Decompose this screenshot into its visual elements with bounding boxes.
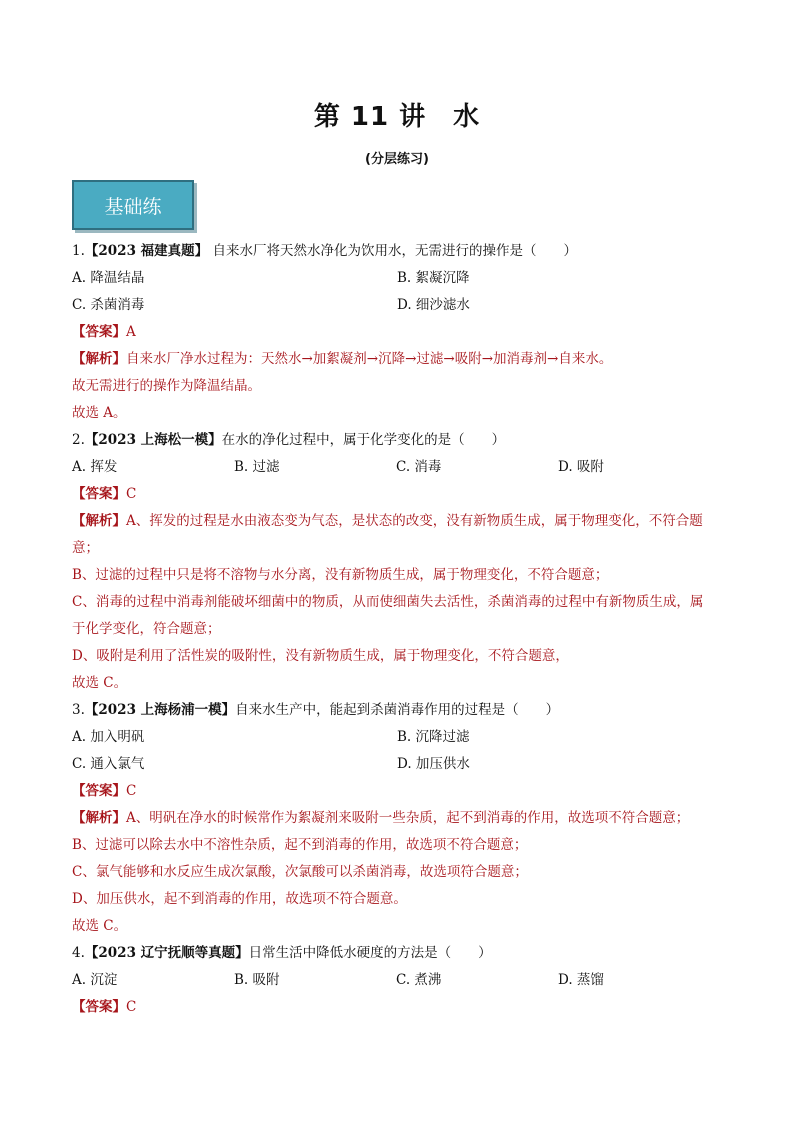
q2-stem — [72, 427, 732, 454]
q1-conclusion: 故选 A。 — [72, 405, 127, 421]
q4-source: 【2023 辽宁抚顺等真题】 — [84, 945, 249, 961]
q1-answer — [72, 319, 732, 346]
q3-analysis-a: A、明矾在净水的时候常作为絮凝剂来吸附一些杂质，起不到消毒的作用，故选项不符合题意； — [126, 810, 690, 826]
q2-analysis-a-cont: 意； — [72, 540, 99, 556]
q4-number: 4. — [72, 945, 85, 961]
q2-analysis-tag: 【解析】 — [72, 513, 126, 529]
q1-analysis — [72, 346, 732, 373]
q3-answer-value: C — [126, 783, 137, 799]
q2-conclusion: 故选 C。 — [72, 675, 128, 691]
q3-options-row2 — [72, 751, 732, 778]
q3-text: 自来水生产中，能起到杀菌消毒作用的过程是（ ） — [235, 702, 560, 718]
q4-options — [72, 967, 732, 994]
q4-option-a: A. 沉淀 — [72, 972, 118, 988]
q1-option-b: B. 絮凝沉降 — [397, 270, 470, 286]
q1-source: 【2023 福建真题】 — [84, 243, 209, 259]
q1-number: 1. — [72, 243, 85, 259]
q3-analysis-c: C、氯气能够和水反应生成次氯酸，次氯酸可以杀菌消毒，故选项符合题意； — [72, 864, 528, 880]
page-subtitle: (分层练习) — [365, 152, 429, 167]
q1-option-c: C. 杀菌消毒 — [72, 297, 145, 313]
q2-text: 在水的净化过程中，属于化学变化的是（ ） — [221, 432, 506, 448]
q3-number: 3. — [72, 702, 85, 718]
q2-option-c: C. 消毒 — [396, 459, 442, 475]
q3-analysis-b: B、过滤可以除去水中不溶性杂质，起不到消毒的作用，故选项不符合题意； — [72, 837, 528, 853]
q1-options-row1 — [72, 265, 732, 292]
q3-option-a: A. 加入明矾 — [72, 729, 145, 745]
q2-answer-tag: 【答案】 — [72, 486, 126, 502]
q4-text: 日常生活中降低水硬度的方法是（ ） — [248, 945, 492, 961]
q3-option-d: D. 加压供水 — [397, 756, 470, 772]
q3-source: 【2023 上海杨浦一模】 — [84, 702, 236, 718]
page-title: 第 11 讲 水 — [313, 102, 481, 132]
q3-conclusion: 故选 C。 — [72, 918, 128, 934]
q3-option-c: C. 通入氯气 — [72, 756, 145, 772]
q3-answer-tag: 【答案】 — [72, 783, 126, 799]
q2-answer — [72, 481, 732, 508]
q4-stem — [72, 940, 732, 967]
q2-options — [72, 454, 732, 481]
q4-answer — [72, 994, 732, 1021]
q3-analysis-tag: 【解析】 — [72, 810, 126, 826]
q2-analysis-d: D、吸附是利用了活性炭的吸附性，没有新物质生成，属于物理变化，不符合题意， — [72, 648, 569, 664]
section-banner: 基础练 — [72, 180, 194, 230]
q3-answer — [72, 778, 732, 805]
q1-option-a: A. 降温结晶 — [72, 270, 145, 286]
q2-analysis-b: B、过滤的过程中只是将不溶物与水分离，没有新物质生成，属于物理变化，不符合题意； — [72, 567, 609, 583]
q2-number: 2. — [72, 432, 85, 448]
q1-stem — [72, 238, 732, 265]
q2-source: 【2023 上海松一模】 — [84, 432, 222, 448]
q1-analysis-text: 自来水厂净水过程为：天然水→加絮凝剂→沉降→过滤→吸附→加消毒剂→自来水。 — [126, 351, 613, 367]
q4-answer-tag: 【答案】 — [72, 999, 126, 1015]
q2-analysis — [72, 508, 732, 535]
q1-analysis-tag: 【解析】 — [72, 351, 126, 367]
q1-answer-tag: 【答案】 — [72, 324, 126, 340]
q2-option-d: D. 吸附 — [558, 459, 604, 475]
question-list — [72, 238, 732, 1021]
q3-stem — [72, 697, 732, 724]
q2-analysis-a: A、挥发的过程是水由液态变为气态，是状态的改变，没有新物质生成，属于物理变化，不符合题 — [126, 513, 703, 529]
q1-options-row2 — [72, 292, 732, 319]
q2-answer-value: C — [126, 486, 137, 502]
q1-answer-value: A — [126, 324, 136, 340]
q4-option-b: B. 吸附 — [234, 972, 280, 988]
q4-answer-value: C — [126, 999, 137, 1015]
q1-analysis-line2: 故无需进行的操作为降温结晶。 — [72, 378, 261, 394]
q4-option-c: C. 煮沸 — [396, 972, 442, 988]
q3-analysis-d: D、加压供水，起不到消毒的作用，故选项不符合题意。 — [72, 891, 407, 907]
q2-option-a: A. 挥发 — [72, 459, 118, 475]
q4-option-d: D. 蒸馏 — [558, 972, 604, 988]
q3-analysis — [72, 805, 732, 832]
q3-option-b: B. 沉降过滤 — [397, 729, 470, 745]
q2-analysis-c: C、消毒的过程中消毒剂能破坏细菌中的物质，从而使细菌失去活性，杀菌消毒的过程中有新物质生成，属 — [72, 594, 704, 610]
q1-text: 自来水厂将天然水净化为饮用水，无需进行的操作是（ ） — [208, 243, 577, 259]
q3-options-row1 — [72, 724, 732, 751]
q1-option-d: D. 细沙滤水 — [397, 297, 470, 313]
q2-option-b: B. 过滤 — [234, 459, 280, 475]
q2-analysis-c-cont: 于化学变化，符合题意； — [72, 621, 221, 637]
